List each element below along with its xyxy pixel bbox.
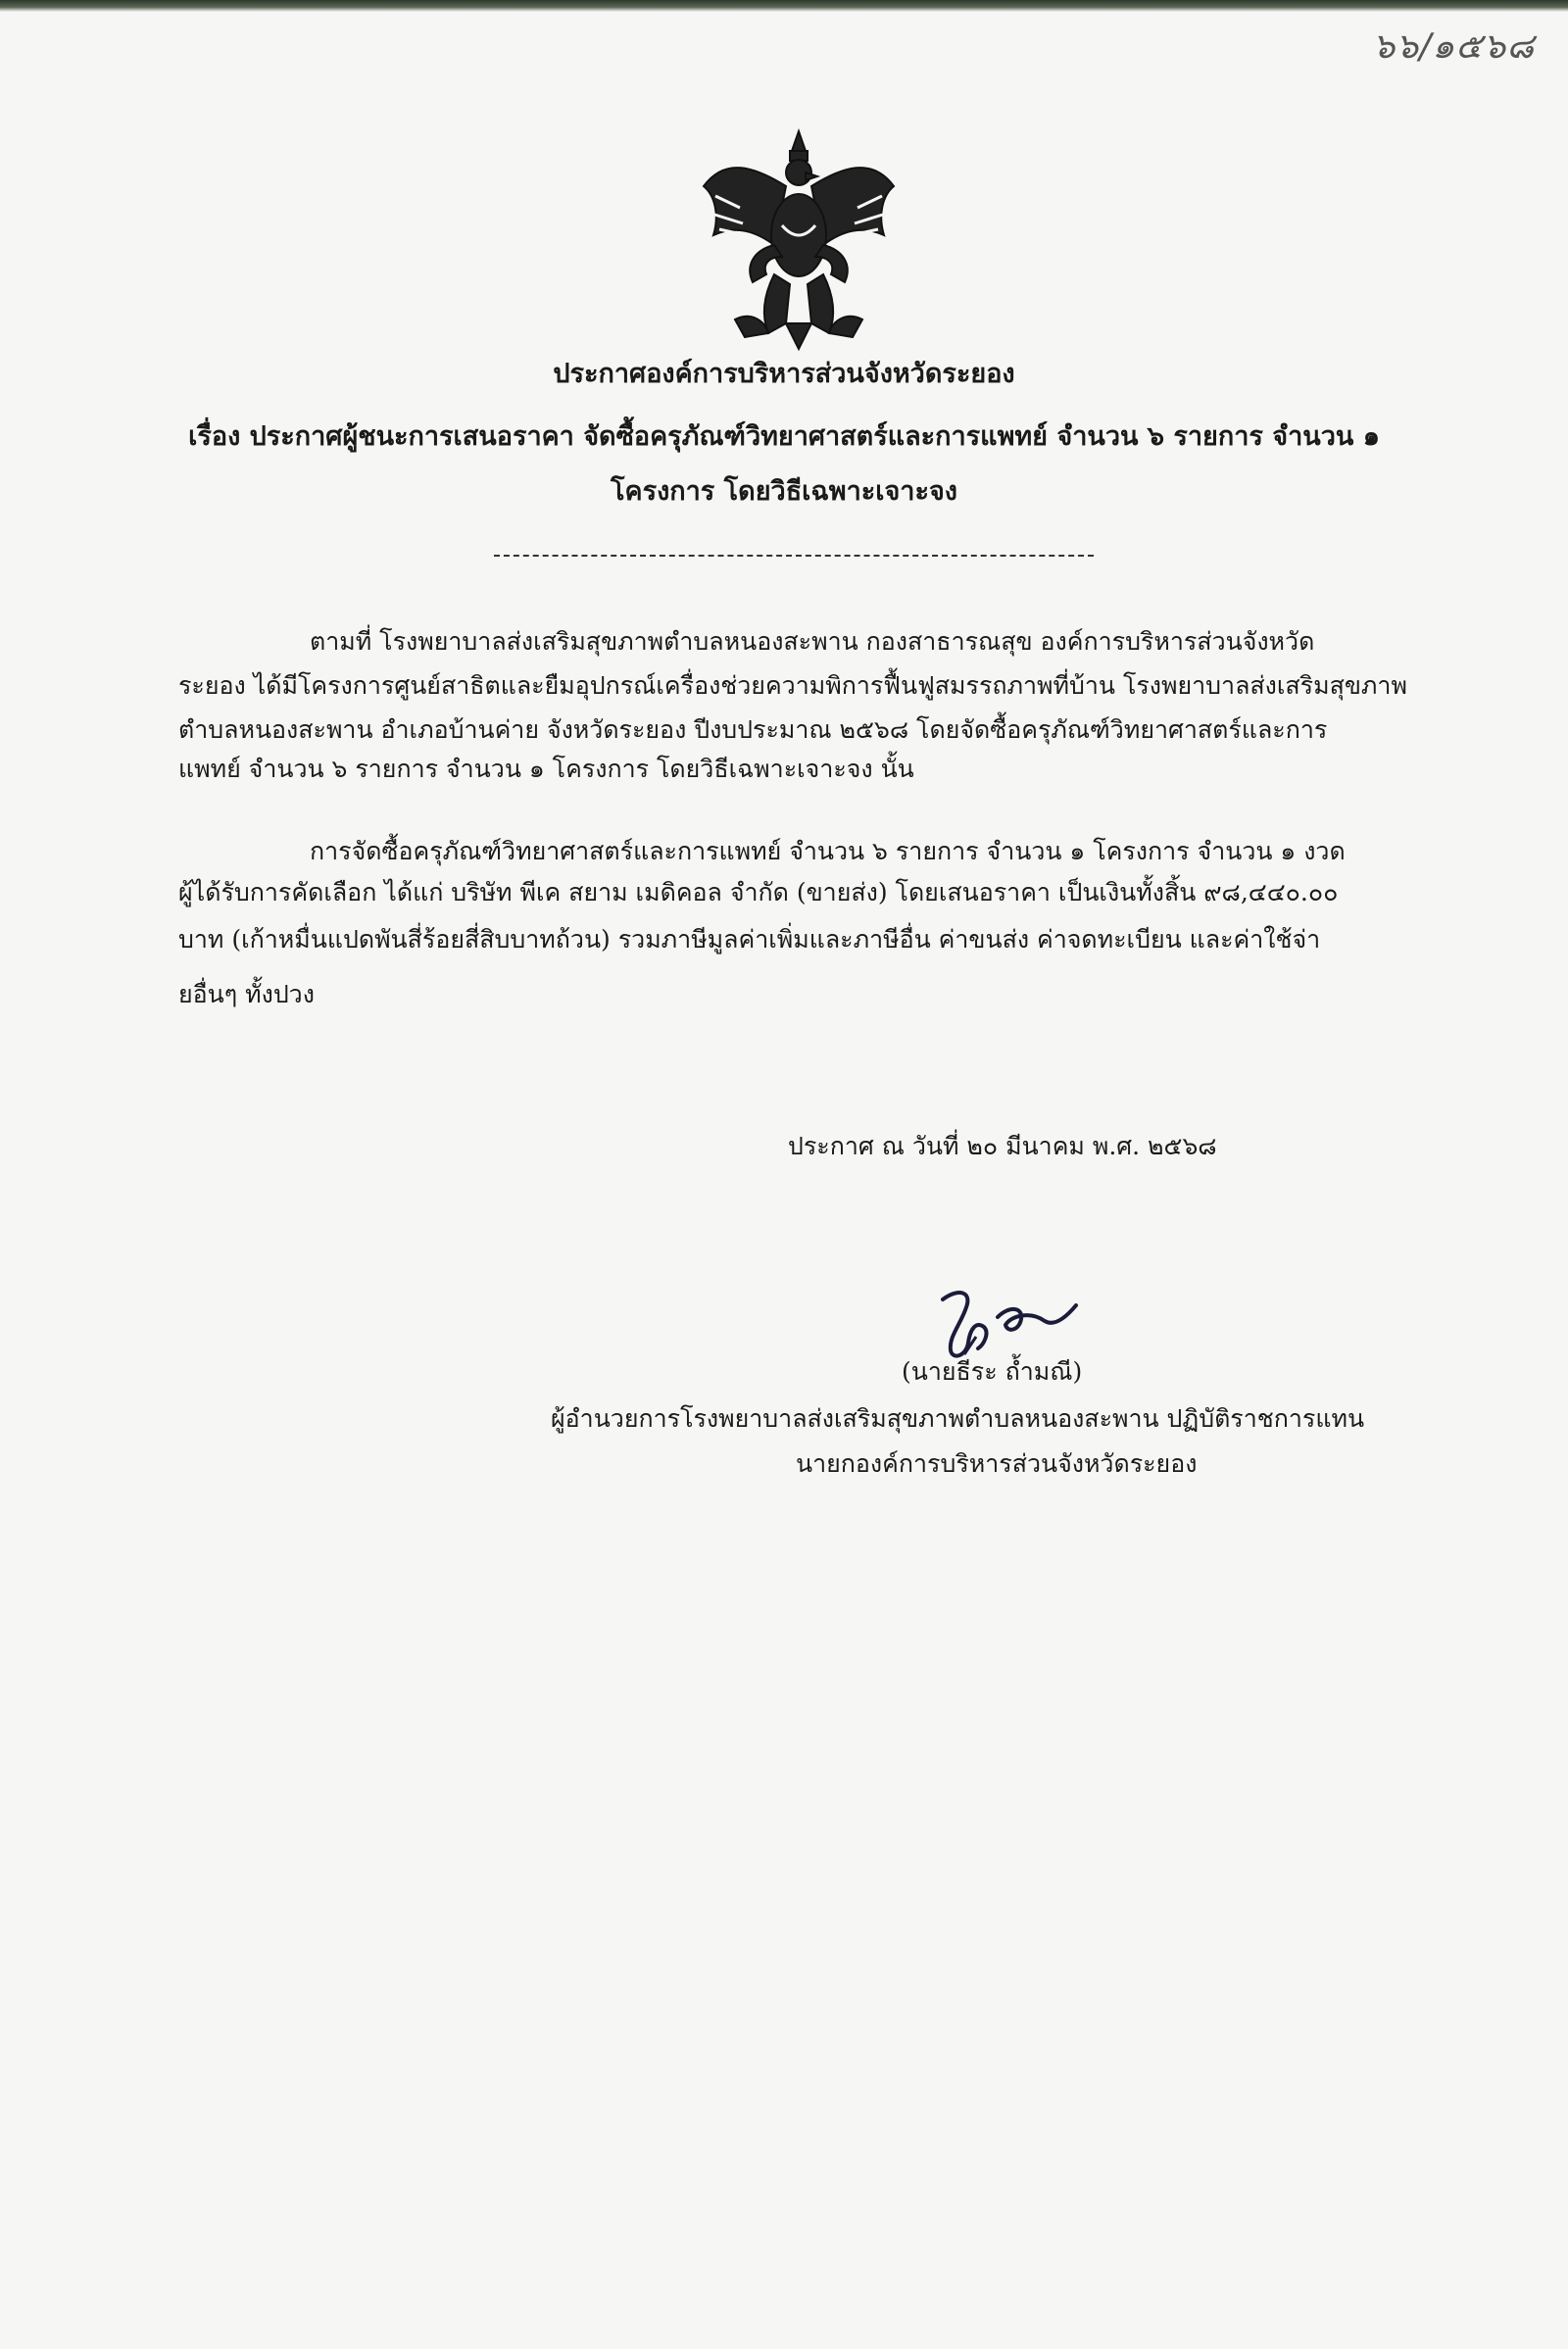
signatory-position-line-1: ผู้อำนวยการโรงพยาบาลส่งเสริมสุขภาพตำบลหนองสะพาน ปฏิบัติราชการแทน bbox=[551, 1404, 1365, 1433]
signatory-position-line-2: นายกองค์การบริหารส่วนจังหวัดระยอง bbox=[796, 1449, 1198, 1478]
announcement-date: ประกาศ ณ วันที่ ๒๐ มีนาคม พ.ศ. ๒๕๖๘ bbox=[788, 1132, 1217, 1160]
paragraph-1-line-2: ระยอง ได้มีโครงการศูนย์สาธิตและยืมอุปกรณ์เครื่องช่วยความพิการฟื้นฟูสมรรถภาพที่บ้าน โรงพยาบาลส่งเสริมสุขภาพ bbox=[178, 671, 1407, 700]
title-divider bbox=[494, 555, 1094, 557]
garuda-emblem-icon bbox=[696, 127, 902, 353]
subject-line-1: เรื่อง ประกาศผู้ชนะการเสนอราคา จัดซื้อครุภัณฑ์วิทยาศาสตร์และการแพทย์ จำนวน ๖ รายการ จำนวน ๑ bbox=[188, 421, 1380, 452]
paragraph-1-line-1: ตามที่ โรงพยาบาลส่งเสริมสุขภาพตำบลหนองสะพาน กองสาธารณสุข องค์การบริหารส่วนจังหวัด bbox=[310, 627, 1315, 656]
paragraph-2-line-1: การจัดซื้อครุภัณฑ์วิทยาศาสตร์และการแพทย์ จำนวน ๖ รายการ จำนวน ๑ โครงการ จำนวน ๑ งวด bbox=[310, 837, 1346, 865]
paragraph-2-line-3: บาท (เก้าหมื่นแปดพันสี่ร้อยสี่สิบบาทถ้วน) รวมภาษีมูลค่าเพิ่มและภาษีอื่น ค่าขนส่ง ค่าจดทะเบียน และค่าใช้จ่า bbox=[178, 925, 1321, 954]
subject-line-2: โครงการ โดยวิธีเฉพาะเจาะจง bbox=[611, 476, 957, 507]
paragraph-2-line-2: ผู้ได้รับการคัดเลือก ได้แก่ บริษัท พีเค สยาม เมดิคอล จำกัด (ขายส่ง) โดยเสนอราคา เป็นเงินทั้งสิ้น ๙๘,๔๔๐.๐๐ bbox=[178, 878, 1339, 906]
paragraph-1-line-4: แพทย์ จำนวน ๖ รายการ จำนวน ๑ โครงการ โดยวิธีเฉพาะเจาะจง นั้น bbox=[178, 755, 914, 783]
announcement-title: ประกาศองค์การบริหารส่วนจังหวัดระยอง bbox=[553, 359, 1015, 389]
paragraph-2-line-4: ยอื่นๆ ทั้งปวง bbox=[178, 980, 315, 1008]
scan-edge bbox=[0, 0, 1568, 12]
signatory-name: (นายธีระ ถ้ำมณี) bbox=[902, 1357, 1083, 1386]
paragraph-1-line-3: ตำบลหนองสะพาน อำเภอบ้านค่าย จังหวัดระยอง ปีงบประมาณ ๒๕๖๘ โดยจัดซื้อครุภัณฑ์วิทยาศาสตร์และการ bbox=[178, 715, 1328, 744]
document-number: ๖๖/๑๕๖๘ bbox=[1372, 26, 1535, 67]
